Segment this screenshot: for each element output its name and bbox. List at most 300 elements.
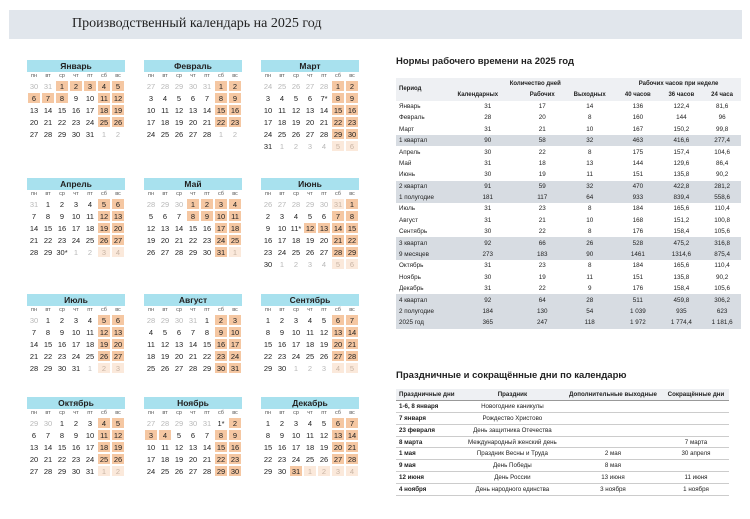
value-cell: 118 xyxy=(563,317,616,328)
weekday-label: вс xyxy=(115,191,121,197)
value-cell: 165,6 xyxy=(660,203,704,214)
value-cell: 31 xyxy=(454,283,521,294)
weekday-label: пт xyxy=(87,410,93,416)
day-cell: 20 xyxy=(111,338,125,350)
day-cell: 31 xyxy=(83,128,97,140)
weekday-label: пн xyxy=(30,410,37,416)
day-cell: 7 xyxy=(41,92,55,104)
day-cell: 22 xyxy=(55,453,69,465)
day-cell: 11 xyxy=(303,429,317,441)
day-cell: 23 xyxy=(55,350,69,362)
month-calendar xyxy=(144,397,242,477)
day-cell: 29 xyxy=(331,128,345,140)
norms-row xyxy=(396,237,741,248)
value-cell: 151,2 xyxy=(660,215,704,226)
period-cell: Май xyxy=(396,158,454,169)
day-cell: 1 xyxy=(214,80,228,92)
day-cell: 27 xyxy=(303,128,317,140)
period-cell: Август xyxy=(396,215,454,226)
day-cell: 17 xyxy=(69,338,83,350)
day-cell: 3 xyxy=(83,80,97,92)
day-cell: 11 xyxy=(228,210,242,222)
day-cell: 28 xyxy=(27,362,41,374)
day-cell: 15 xyxy=(214,104,228,116)
value-cell: 30 xyxy=(454,146,521,157)
day-cell: 27 xyxy=(111,234,125,246)
day-cell: 16 xyxy=(214,338,228,350)
value-cell: 144 xyxy=(660,112,704,123)
day-cell: 5 xyxy=(345,362,359,374)
day-cell: 10 xyxy=(83,92,97,104)
day-cell: 28 xyxy=(158,417,172,429)
day-cell: 16 xyxy=(228,104,242,116)
day-cell: 31 xyxy=(289,465,303,477)
day-cell: 1 xyxy=(303,465,317,477)
day-cell: 19 xyxy=(289,116,303,128)
day-cell: 5 xyxy=(172,92,186,104)
day-cell: 3 xyxy=(83,417,97,429)
day-cell: 29 xyxy=(172,417,186,429)
holiday-row xyxy=(396,436,729,448)
day-cell: 5 xyxy=(303,210,317,222)
holiday-cell: 13 июня xyxy=(563,472,663,484)
day-cell: 1 xyxy=(186,198,200,210)
month-title: Сентябрь xyxy=(261,294,359,306)
period-cell: Февраль xyxy=(396,112,454,123)
value-cell: 281,2 xyxy=(703,181,741,192)
day-cell: 25 xyxy=(275,128,289,140)
day-cell: 24 xyxy=(214,234,228,246)
month-title: Март xyxy=(261,60,359,72)
day-cell: 6 xyxy=(317,210,331,222)
day-cell: 27 xyxy=(144,417,158,429)
day-cell: 17 xyxy=(83,104,97,116)
weekday-label: вс xyxy=(232,73,238,79)
value-cell: 58 xyxy=(521,135,563,146)
value-cell: 422,8 xyxy=(660,181,704,192)
month-calendar xyxy=(27,60,125,140)
day-cell: 8 xyxy=(55,429,69,441)
weekday-label: пн xyxy=(30,307,37,313)
weekday-label: пт xyxy=(87,191,93,197)
weekday-label: ср xyxy=(293,410,299,416)
weekday-label: пн xyxy=(147,73,154,79)
day-cell: 3 xyxy=(111,362,125,374)
holiday-row xyxy=(396,401,729,413)
day-cell: 4 xyxy=(158,92,172,104)
day-cell: 4 xyxy=(83,314,97,326)
day-cell: 23 xyxy=(69,453,83,465)
day-cell: 31 xyxy=(83,465,97,477)
day-cell: 1 xyxy=(331,80,345,92)
weekday-label: пт xyxy=(87,307,93,313)
day-cell: 14 xyxy=(186,338,200,350)
month-day-grid xyxy=(27,306,125,374)
holiday-cell xyxy=(663,401,729,413)
value-cell: 176 xyxy=(616,226,660,237)
day-cell: 29 xyxy=(172,80,186,92)
day-cell: 24 xyxy=(144,465,158,477)
value-cell: 176 xyxy=(616,283,660,294)
month-title: Апрель xyxy=(27,178,125,190)
day-cell: 3 xyxy=(144,429,158,441)
day-cell: 25 xyxy=(83,350,97,362)
period-cell: 1 полугодие xyxy=(396,192,454,203)
value-cell: 558,6 xyxy=(703,192,741,203)
month-title: Июль xyxy=(27,294,125,306)
value-cell: 183 xyxy=(521,249,563,260)
weekday-label: чт xyxy=(190,410,196,416)
day-cell: 24 xyxy=(69,234,83,246)
value-cell: 151 xyxy=(616,169,660,180)
day-cell: 16 xyxy=(275,338,289,350)
holiday-cell: 30 апреля xyxy=(663,448,729,460)
day-cell: 31 xyxy=(69,362,83,374)
holiday-cell: 8 марта xyxy=(396,436,462,448)
month-day-grid xyxy=(261,409,359,477)
day-cell: 16 xyxy=(275,441,289,453)
day-cell: 3 xyxy=(144,92,158,104)
day-cell: 20 xyxy=(317,234,331,246)
weekday-label: сб xyxy=(218,410,224,416)
day-cell: 23 xyxy=(69,116,83,128)
month-calendar xyxy=(144,294,242,374)
day-cell: 10 xyxy=(144,104,158,116)
day-cell: 30 xyxy=(41,417,55,429)
value-cell: 933 xyxy=(616,192,660,203)
month-title: Октябрь xyxy=(27,397,125,409)
day-cell: 25 xyxy=(289,246,303,258)
day-cell: 6 xyxy=(27,429,41,441)
value-cell: 875,4 xyxy=(703,249,741,260)
day-cell: 1 xyxy=(97,128,111,140)
day-cell: 1 xyxy=(41,198,55,210)
day-cell: 5 xyxy=(111,80,125,92)
holiday-cell: 1 мая xyxy=(396,448,462,460)
day-cell: 23 xyxy=(55,234,69,246)
header-days-group: Количество дней xyxy=(454,78,616,89)
day-cell: 26 xyxy=(111,453,125,465)
day-cell: 23 xyxy=(275,350,289,362)
day-cell: 4 xyxy=(331,362,345,374)
day-cell: 17 xyxy=(261,116,275,128)
day-cell: 22 xyxy=(200,350,214,362)
header-40h: 40 часов xyxy=(616,89,660,100)
day-cell: 3 xyxy=(303,140,317,152)
header-working: Рабочих xyxy=(521,89,563,100)
day-cell: 25 xyxy=(303,350,317,362)
day-cell: 7 xyxy=(345,417,359,429)
month-day-grid xyxy=(27,190,125,258)
day-cell: 20 xyxy=(186,116,200,128)
day-cell: 2 xyxy=(317,465,331,477)
period-cell: Март xyxy=(396,124,454,135)
day-cell: 14 xyxy=(317,104,331,116)
day-cell: 21 xyxy=(172,234,186,246)
month-day-grid xyxy=(261,306,359,374)
day-cell: 3 xyxy=(289,314,303,326)
value-cell: 10 xyxy=(563,215,616,226)
day-cell: 28 xyxy=(172,246,186,258)
norms-row xyxy=(396,181,741,192)
weekday-label: ср xyxy=(293,73,299,79)
day-cell: 27 xyxy=(111,350,125,362)
value-cell: 167 xyxy=(616,124,660,135)
value-cell: 365 xyxy=(454,317,521,328)
value-cell: 18 xyxy=(521,158,563,169)
value-cell: 175 xyxy=(616,146,660,157)
weekday-label: вт xyxy=(279,191,285,197)
day-cell: 28 xyxy=(158,80,172,92)
day-cell: 15 xyxy=(261,441,275,453)
value-cell: 32 xyxy=(563,181,616,192)
day-cell: 12 xyxy=(317,326,331,338)
day-cell: 9 xyxy=(275,326,289,338)
holiday-row xyxy=(396,413,729,425)
day-cell: 18 xyxy=(228,222,242,234)
day-cell: 13 xyxy=(172,338,186,350)
day-cell: 18 xyxy=(97,104,111,116)
value-cell: 66 xyxy=(521,237,563,248)
norms-table xyxy=(396,78,741,329)
value-cell: 110,4 xyxy=(703,203,741,214)
value-cell: 31 xyxy=(454,203,521,214)
day-cell: 8 xyxy=(214,92,228,104)
day-cell: 1 xyxy=(55,417,69,429)
day-cell: 21 xyxy=(186,350,200,362)
holiday-cell: Рождество Христово xyxy=(462,413,563,425)
day-cell: 27 xyxy=(158,246,172,258)
day-cell: 1 xyxy=(275,140,289,152)
period-cell: Ноябрь xyxy=(396,272,454,283)
day-cell: 24 xyxy=(261,128,275,140)
weekday-label: пт xyxy=(321,307,327,313)
weekday-label: вс xyxy=(115,410,121,416)
period-cell: 2 квартал xyxy=(396,181,454,192)
holiday-cell xyxy=(663,413,729,425)
holiday-row xyxy=(396,460,729,472)
day-cell: 11 xyxy=(97,92,111,104)
value-cell: 19 xyxy=(521,272,563,283)
weekday-label: сб xyxy=(218,73,224,79)
weekday-label: вт xyxy=(162,73,168,79)
day-cell: 7 xyxy=(41,429,55,441)
weekday-label: пн xyxy=(147,410,154,416)
value-cell: 129,6 xyxy=(660,158,704,169)
day-cell: 5 xyxy=(97,198,111,210)
day-cell: 17 xyxy=(289,338,303,350)
day-cell: 2 xyxy=(97,362,111,374)
holidays-header-cell: Дополнительные выходные xyxy=(563,389,663,401)
day-cell: 12 xyxy=(144,222,158,234)
day-cell: 31 xyxy=(228,362,242,374)
day-cell: 4 xyxy=(317,258,331,270)
day-cell: 27 xyxy=(331,453,345,465)
header-period: Период xyxy=(396,78,454,101)
value-cell: 316,8 xyxy=(703,237,741,248)
weekday-label: пн xyxy=(147,191,154,197)
value-cell: 160 xyxy=(616,112,660,123)
day-cell: 31 xyxy=(214,246,228,258)
value-cell: 23 xyxy=(521,203,563,214)
norms-row xyxy=(396,249,741,260)
day-cell: 19 xyxy=(111,441,125,453)
day-cell: 1 xyxy=(55,80,69,92)
day-cell: 3 xyxy=(261,92,275,104)
holiday-cell xyxy=(563,413,663,425)
day-cell: 24 xyxy=(228,350,242,362)
day-cell: 4 xyxy=(228,198,242,210)
day-cell: 27 xyxy=(331,350,345,362)
weekday-label: вт xyxy=(162,191,168,197)
weekday-label: сб xyxy=(101,73,107,79)
norms-row xyxy=(396,215,741,226)
day-cell: 10 xyxy=(289,429,303,441)
day-cell: 31 xyxy=(27,198,41,210)
day-cell: 12 xyxy=(158,338,172,350)
day-cell: 26 xyxy=(289,128,303,140)
value-cell: 135,8 xyxy=(660,272,704,283)
day-cell: 16 xyxy=(228,441,242,453)
day-cell: 7 xyxy=(331,210,345,222)
value-cell: 22 xyxy=(521,146,563,157)
month-day-grid xyxy=(27,409,125,477)
day-cell: 6 xyxy=(303,92,317,104)
day-cell: 23 xyxy=(228,453,242,465)
day-cell: 27 xyxy=(186,465,200,477)
weekday-label: чт xyxy=(307,410,313,416)
month-title: Август xyxy=(144,294,242,306)
holiday-row xyxy=(396,448,729,460)
holidays-header-cell: Сокращённые дни xyxy=(663,389,729,401)
day-cell: 24 xyxy=(83,116,97,128)
weekday-label: пт xyxy=(321,73,327,79)
weekday-label: пн xyxy=(147,307,154,313)
weekday-label: пн xyxy=(264,307,271,313)
holiday-cell xyxy=(563,436,663,448)
value-cell: 28 xyxy=(454,112,521,123)
day-cell: 9 xyxy=(261,222,275,234)
day-cell: 1 xyxy=(41,314,55,326)
value-cell: 105,6 xyxy=(703,226,741,237)
period-cell: 2025 год xyxy=(396,317,454,328)
value-cell: 8 xyxy=(563,112,616,123)
day-cell: 3 xyxy=(303,258,317,270)
value-cell: 459,8 xyxy=(660,294,704,305)
weekday-label: ср xyxy=(59,191,65,197)
day-cell: 24 xyxy=(69,350,83,362)
holiday-cell: 9 мая xyxy=(396,460,462,472)
value-cell: 184 xyxy=(616,260,660,271)
day-cell: 9 xyxy=(228,429,242,441)
day-cell: 30* xyxy=(56,248,68,257)
day-cell: 6 xyxy=(27,92,41,104)
value-cell: 90 xyxy=(563,249,616,260)
day-cell: 2 xyxy=(345,80,359,92)
day-cell: 14 xyxy=(41,441,55,453)
month-title: Май xyxy=(144,178,242,190)
month-day-grid xyxy=(27,72,125,140)
value-cell: 21 xyxy=(521,215,563,226)
day-cell: 19 xyxy=(97,222,111,234)
day-cell: 15 xyxy=(214,441,228,453)
day-cell: 28 xyxy=(317,128,331,140)
day-cell: 29 xyxy=(41,246,55,258)
day-cell: 4 xyxy=(317,140,331,152)
weekday-label: пт xyxy=(204,191,210,197)
value-cell: 416,6 xyxy=(660,135,704,146)
day-cell: 8 xyxy=(41,326,55,338)
weekday-label: сб xyxy=(101,410,107,416)
day-cell: 6 xyxy=(345,258,359,270)
day-cell: 16 xyxy=(261,234,275,246)
weekday-label: чт xyxy=(190,73,196,79)
day-cell: 10 xyxy=(69,326,83,338)
day-cell: 12 xyxy=(97,326,111,338)
header-36h: 36 часов xyxy=(660,89,704,100)
day-cell: 2 xyxy=(69,417,83,429)
day-cell: 12 xyxy=(289,104,303,116)
day-cell: 10 xyxy=(228,326,242,338)
norms-row xyxy=(396,158,741,169)
day-cell: 2 xyxy=(55,198,69,210)
day-cell: 19 xyxy=(144,234,158,246)
day-cell: 2 xyxy=(111,128,125,140)
weekday-label: пн xyxy=(264,191,271,197)
day-cell: 10 xyxy=(261,104,275,116)
value-cell: 168 xyxy=(616,215,660,226)
value-cell: 19 xyxy=(521,169,563,180)
day-cell: 13 xyxy=(186,441,200,453)
day-cell: 15 xyxy=(41,222,55,234)
day-cell: 27 xyxy=(144,80,158,92)
day-cell: 30 xyxy=(186,80,200,92)
holiday-cell: День Победы xyxy=(462,460,563,472)
day-cell: 29 xyxy=(200,362,214,374)
period-cell: 4 квартал xyxy=(396,294,454,305)
weekday-label: вт xyxy=(279,73,285,79)
weekday-label: сб xyxy=(335,307,341,313)
day-cell: 21 xyxy=(331,234,345,246)
holiday-cell: 2 мая xyxy=(563,448,663,460)
day-cell: 4 xyxy=(345,465,359,477)
value-cell: 90,2 xyxy=(703,272,741,283)
day-cell: 27 xyxy=(172,362,186,374)
norms-row xyxy=(396,146,741,157)
month-calendar xyxy=(261,60,359,152)
day-cell: 3 xyxy=(275,210,289,222)
day-cell: 7 xyxy=(27,210,41,222)
day-cell: 12 xyxy=(172,441,186,453)
value-cell: 181 xyxy=(454,192,521,203)
day-cell: 30 xyxy=(275,362,289,374)
value-cell: 64 xyxy=(563,192,616,203)
day-cell: 2 xyxy=(69,80,83,92)
weekday-label: сб xyxy=(101,307,107,313)
value-cell: 1 774,4 xyxy=(660,317,704,328)
value-cell: 31 xyxy=(454,158,521,169)
value-cell: 1461 xyxy=(616,249,660,260)
day-cell: 26 xyxy=(303,246,317,258)
weekday-label: чт xyxy=(73,73,79,79)
day-cell: 3 xyxy=(289,417,303,429)
value-cell: 184 xyxy=(616,203,660,214)
day-cell: 27 xyxy=(303,80,317,92)
day-cell: 5 xyxy=(317,314,331,326)
day-cell: 7 xyxy=(172,210,186,222)
day-cell: 13 xyxy=(111,210,125,222)
day-cell: 2 xyxy=(289,258,303,270)
